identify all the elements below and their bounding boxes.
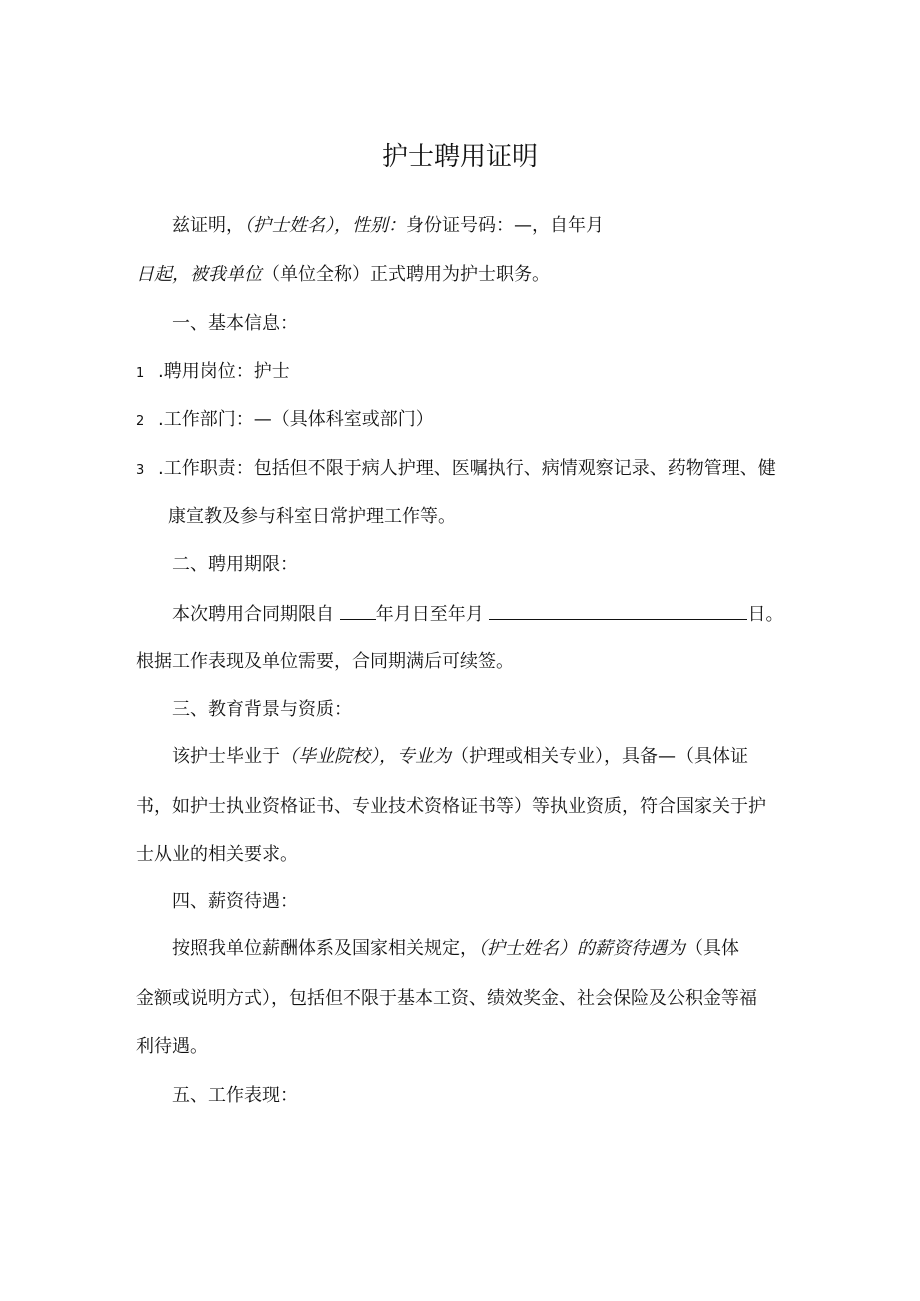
term-text: 日。 [747, 604, 784, 625]
salary-italic-field: （护士姓名）的薪资待遇为 [478, 938, 685, 959]
list-item-text: .工作职责：包括但不限于病人护理、医嘱执行、病情观察记录、药物管理、健 [158, 458, 776, 479]
salary-line-3: 利待遇。 [136, 1036, 208, 1057]
intro-text: （单位全称）正式聘用为护士职务。 [262, 264, 550, 285]
intro-text: 兹证明， [172, 215, 244, 236]
section-heading-performance: 五、工作表现： [172, 1085, 298, 1106]
education-italic-field: （毕业院校），专业为 [280, 746, 451, 767]
salary-line-2: 金额或说明方式），包括但不限于基本工资、绩效奖金、社会保险及公积金等福 [136, 988, 757, 1009]
section-heading-salary: 四、薪资待遇： [172, 891, 298, 912]
section-heading-term: 二、聘用期限： [172, 554, 298, 575]
education-line-2: 书，如护士执业资格证书、专业技术资格证书等）等执业资质，符合国家关于护 [136, 796, 766, 817]
salary-text: （具体 [685, 938, 739, 959]
blank-underline [489, 601, 747, 620]
intro-line-1 [172, 214, 604, 238]
salary-text: 按照我单位薪酬体系及国家相关规定， [172, 938, 478, 959]
intro-italic-field: （护士姓名），性别： [244, 215, 406, 236]
section-heading-basic-info: 一、基本信息： [172, 313, 298, 334]
list-item-text: .工作部门：—（具体科室或部门） [158, 409, 434, 430]
salary-line-1 [172, 937, 739, 961]
section-heading-education: 三、教育背景与资质： [172, 699, 352, 720]
intro-italic-field: 日起，被我单位 [136, 264, 262, 285]
list-item-number: 1 [136, 366, 145, 381]
education-line-1 [172, 745, 748, 769]
list-item [136, 408, 434, 434]
list-item-continuation: 康宣教及参与科室日常护理工作等。 [168, 506, 456, 527]
education-text: 该护士毕业于 [172, 746, 280, 767]
term-line-2: 根据工作表现及单位需要，合同期满后可续签。 [136, 651, 514, 672]
blank-underline [340, 601, 376, 620]
education-line-3: 士从业的相关要求。 [136, 844, 298, 865]
term-line-1 [172, 601, 783, 627]
list-item-text: .聘用岗位：护士 [158, 361, 290, 382]
term-text: 本次聘用合同期限自 [172, 604, 334, 625]
intro-line-2 [136, 263, 550, 287]
page-title: 护士聘用证明 [381, 142, 538, 172]
list-item-number: 3 [136, 463, 145, 478]
intro-text: 身份证号码：—，自年月 [406, 215, 604, 236]
list-item-number: 2 [136, 414, 145, 429]
list-item [136, 360, 290, 386]
term-text: 年月日至年月 [375, 604, 484, 625]
education-text: （护理或相关专业），具备—（具体证 [451, 746, 748, 767]
list-item [136, 457, 776, 483]
